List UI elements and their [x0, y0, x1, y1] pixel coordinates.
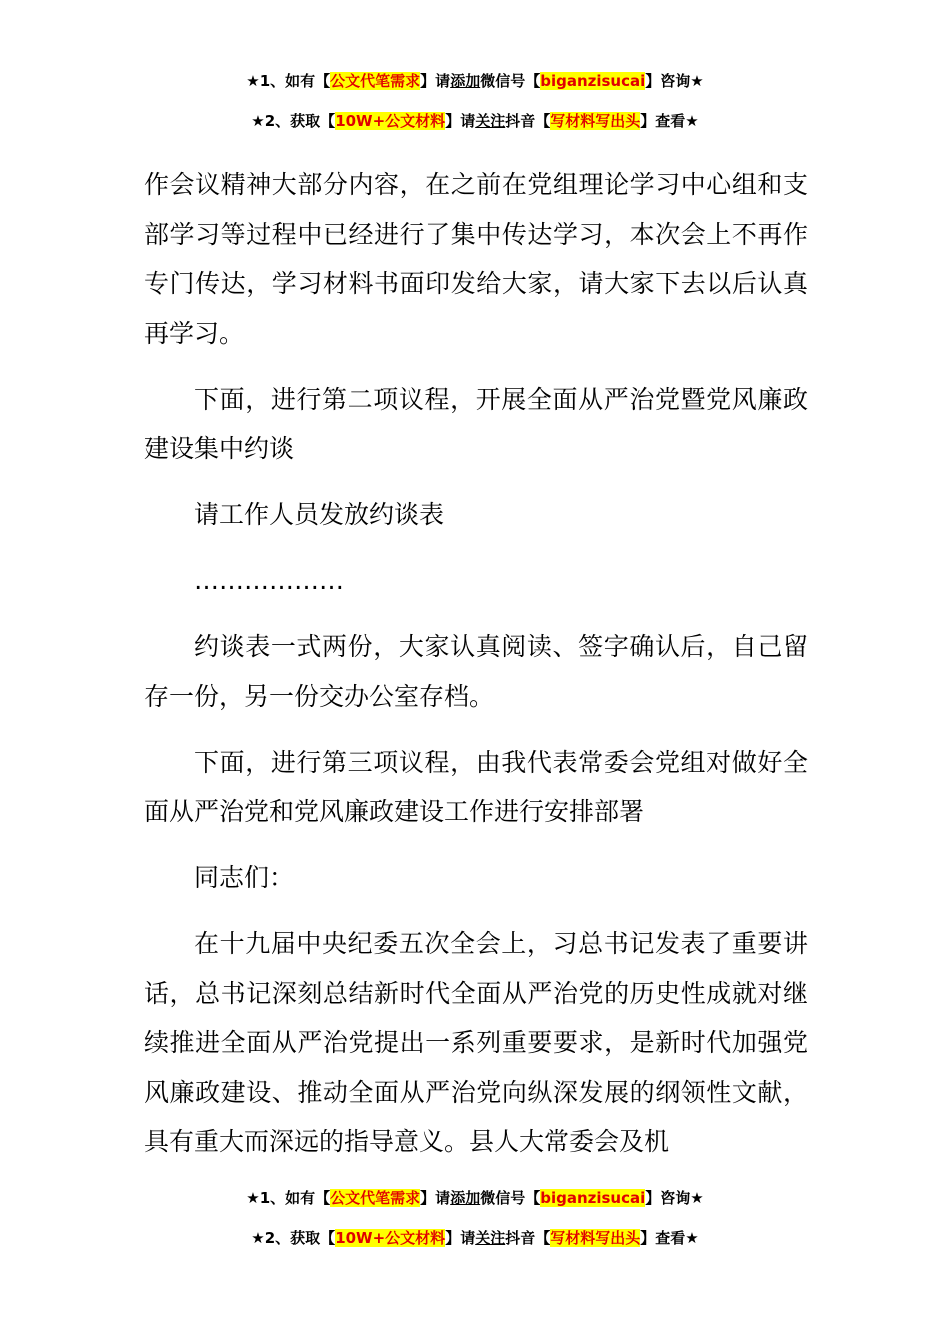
paragraph: 作会议精神大部分内容，在之前在党组理论学习中心组和支部学习等过程中已经进行了集中传达学习，本次会上不再作专门传达，学习材料书面印发给大家，请大家下去以后认真再学习。: [144, 170, 808, 348]
document-body: [144, 160, 808, 1183]
banner-text: 抖音【: [505, 112, 551, 130]
banner-line-2: [0, 1227, 950, 1249]
banner-text: 抖音【: [505, 1229, 551, 1247]
banner-text: ★1、如有【: [246, 72, 331, 90]
ellipsis-paragraph: ………………: [194, 566, 344, 595]
banner-text: 】请: [445, 112, 476, 130]
banner-text: 微信号【: [480, 1189, 541, 1207]
highlight-service: 公文代笔需求: [330, 72, 421, 90]
paragraph: 下面，进行第二项议程，开展全面从严治党暨党风廉政建设集中约谈: [144, 384, 808, 463]
banner-text: 微信号【: [480, 72, 541, 90]
highlight-douyin-id: 写材料写出头: [550, 112, 641, 130]
banner-text: 】请: [445, 1229, 476, 1247]
highlight-service: 公文代笔需求: [330, 1189, 421, 1207]
banner-text: 】查看★: [640, 1229, 699, 1247]
highlight-wechat-id: biganzisucai: [540, 1189, 646, 1207]
underline-follow: 关注: [475, 1229, 506, 1247]
highlight-materials: 10W+公文材料: [335, 1229, 446, 1247]
banner-text: 】请: [420, 1189, 451, 1207]
highlight-wechat-id: biganzisucai: [540, 72, 646, 90]
banner-line-1: [0, 70, 950, 92]
banner-text: 】请: [420, 72, 451, 90]
underline-add: 添加: [450, 72, 481, 90]
salutation: 同志们：: [194, 863, 295, 892]
banner-text: ★1、如有【: [246, 1189, 331, 1207]
underline-follow: 关注: [475, 112, 506, 130]
banner-text: ★2、获取【: [251, 112, 336, 130]
banner-line-2: [0, 110, 950, 132]
banner-text: ★2、获取【: [251, 1229, 336, 1247]
highlight-materials: 10W+公文材料: [335, 112, 446, 130]
banner-text: 】咨询★: [645, 72, 704, 90]
banner-text: 】咨询★: [645, 1189, 704, 1207]
banner-text: 】查看★: [640, 112, 699, 130]
underline-add: 添加: [450, 1189, 481, 1207]
paragraph: 请工作人员发放约谈表: [194, 500, 445, 529]
banner-line-1: [0, 1187, 950, 1209]
paragraph: 约谈表一式两份，大家认真阅读、签字确认后，自己留存一份，另一份交办公室存档。: [144, 632, 808, 711]
highlight-douyin-id: 写材料写出头: [550, 1229, 641, 1247]
paragraph: 在十九届中央纪委五次全会上，习总书记发表了重要讲话，总书记深刻总结新时代全面从严治党的历史性成就对继续推进全面从严治党提出一系列重要要求，是新时代加强党风廉政建设、推动全面从严治党向纵深发展的纲领性文献，具有重大而深远的指导意义。县人大常委会及机: [144, 929, 808, 1156]
paragraph: 下面，进行第三项议程，由我代表常委会党组对做好全面从严治党和党风廉政建设工作进行安排部署: [144, 747, 808, 826]
